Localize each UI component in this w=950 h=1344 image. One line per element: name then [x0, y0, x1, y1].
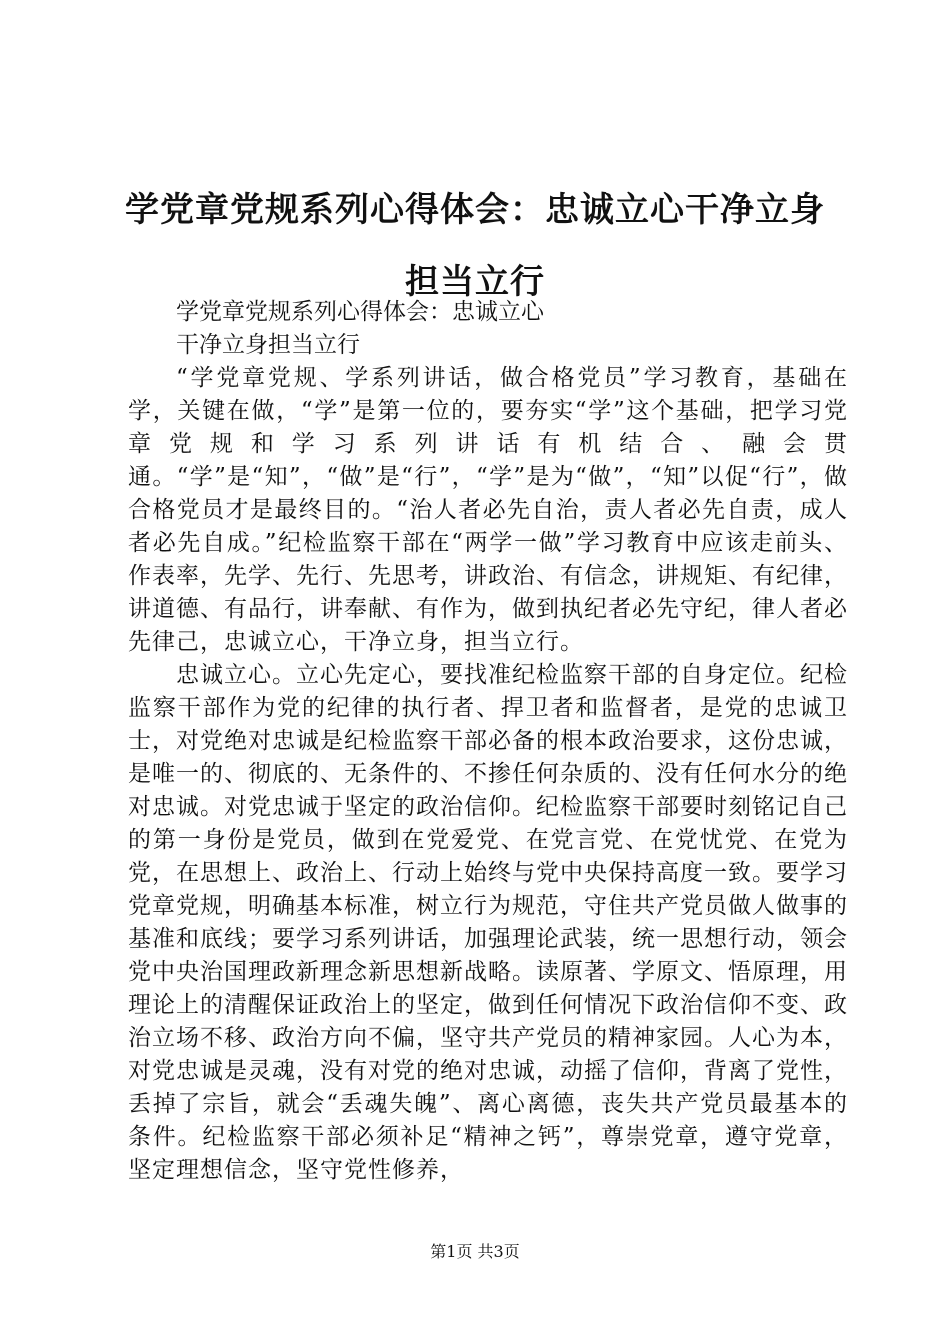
subtitle-line-1: 学党章党规系列心得体会：忠诚立心 — [176, 299, 544, 325]
page-footer: 第1页 共3页 — [430, 1242, 520, 1261]
document-body — [128, 296, 848, 1187]
title-line-2: 担当立行 — [405, 262, 545, 302]
title-line-1: 学党章党规系列心得体会：忠诚立心干净立身 — [125, 190, 825, 230]
subtitle-line-2: 干净立身担当立行 — [176, 332, 360, 358]
paragraph-intro: “学党章党规、学系列讲话，做合格党员”学习教育，基础在学，关键在做，“学”是第一位的，要夯实“学”这个基础，把学习党章党规和学习系列讲话有机结合、融会贯通。“学”是“知”，“做”是“行”，“学”是为“做”，“知”以促“行”，做合格党员才是最终目的。“治人者必先自治，责人者必先自责，成人者必先自成。”纪检监察干部在“两学一做”学习教育中应该走前头、作表率，先学、先行、先思考，讲政治、有信念，讲规矩、有纪律，讲道德、有品行，讲奉献、有作为，做到执纪者必先守纪，律人者必先律己，忠诚立心，干净立身，担当立行。 — [128, 365, 848, 655]
paragraph-loyalty: 忠诚立心。立心先定心，要找准纪检监察干部的自身定位。纪检监察干部作为党的纪律的执行者、捍卫者和监督者，是党的忠诚卫士，对党绝对忠诚是纪检监察干部必备的根本政治要求，这份忠诚，是唯一的、彻底的、无条件的、不掺任何杂质的、没有任何水分的绝对忠诚。对党忠诚于坚定的政治信仰。纪检监察干部要时刻铭记自己的第一身份是党员，做到在党爱党、在党言党、在党忧党、在党为党，在思想上、政治上、行动上始终与党中央保持高度一致。要学习党章党规，明确基本标准，树立行为规范，守住共产党员做人做事的基准和底线；要学习系列讲话，加强理论武装，统一思想行动，领会党中央治国理政新理念新思想新战略。读原著、学原文、悟原理，用理论上的清醒保证政治上的坚定，做到任何情况下政治信仰不变、政治立场不移、政治方向不偏，坚守共产党员的精神家园。人心为本，对党忠诚是灵魂，没有对党的绝对忠诚，动摇了信仰，背离了党性，丢掉了宗旨，就会“丢魂失魄”、离心离德，丧失共产党员最基本的条件。纪检监察干部必须补足“精神之钙”，尊崇党章，遵守党章，坚定理想信念，坚守党性修养， — [128, 662, 848, 1183]
